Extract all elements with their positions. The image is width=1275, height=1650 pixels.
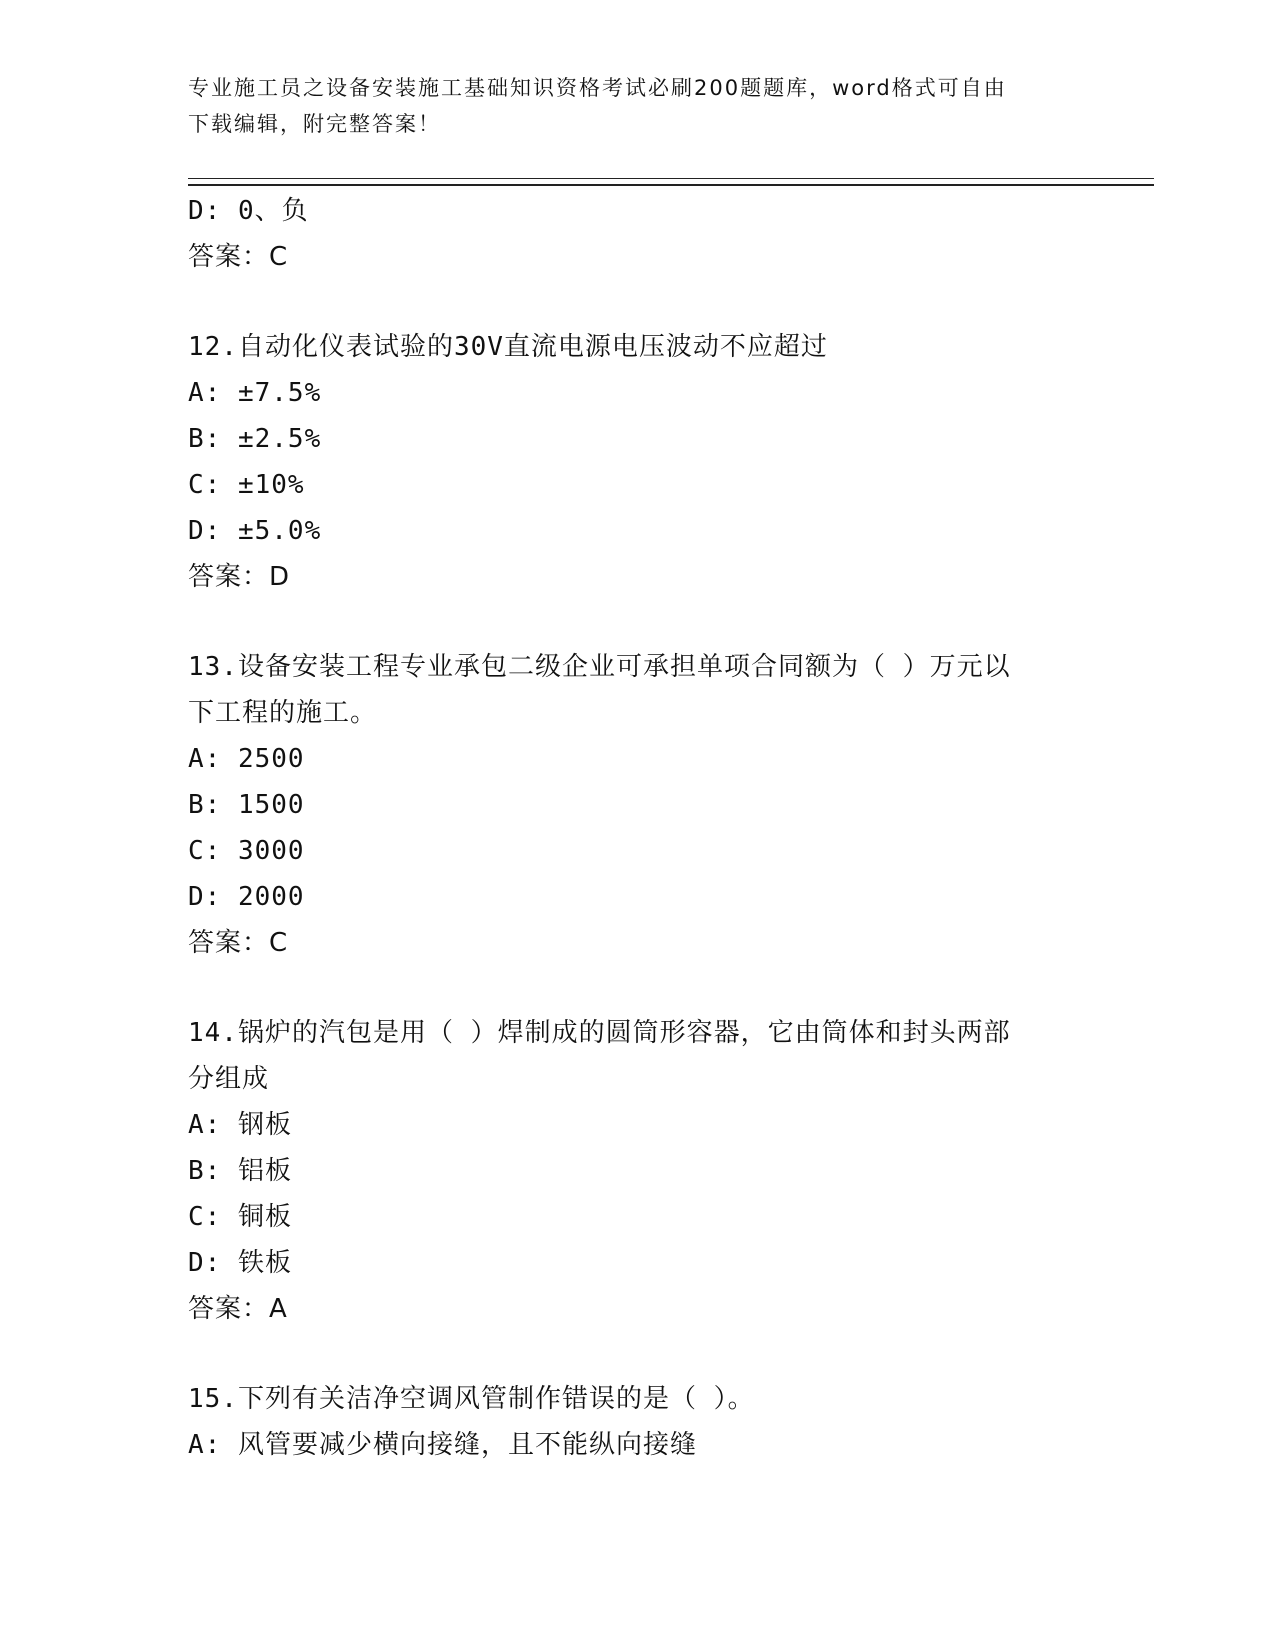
header-divider (188, 178, 1154, 186)
question-stem-line-2: 分组成 (188, 1064, 270, 1094)
page-header (188, 70, 1088, 142)
header-line-1: 专业施工员之设备安装施工基础知识资格考试必刷200题题库，word格式可自由 (188, 76, 1007, 100)
header-line-2: 下载编辑，附完整答案！ (188, 112, 441, 136)
option-c: C: 铜板 (188, 1202, 292, 1232)
answer: 答案：D (188, 562, 291, 592)
question-stem: 15.下列有关洁净空调风管制作错误的是（ ）。 (188, 1384, 755, 1414)
option-b: B: 1500 (188, 790, 305, 820)
answer: 答案：A (188, 1294, 288, 1324)
previous-question-tail (188, 188, 1088, 280)
question-12 (188, 324, 1088, 600)
question-14 (188, 1010, 1088, 1332)
option-a: A: 风管要减少横向接缝，且不能纵向接缝 (188, 1430, 697, 1460)
option-d: D: 2000 (188, 882, 305, 912)
option-c: C: 3000 (188, 836, 305, 866)
option-d: D: 铁板 (188, 1248, 292, 1278)
answer: 答案：C (188, 928, 289, 958)
option-a: A: 钢板 (188, 1110, 292, 1140)
option-c: C: ±10% (188, 470, 305, 500)
option-d: D: ±5.0% (188, 516, 322, 546)
question-13 (188, 644, 1088, 966)
question-stem: 12.自动化仪表试验的30V直流电源电压波动不应超过 (188, 332, 828, 362)
option-d: D: 0、负 (188, 196, 309, 226)
question-stem-line-2: 下工程的施工。 (188, 698, 378, 728)
option-a: A: ±7.5% (188, 378, 322, 408)
question-15 (188, 1376, 1088, 1468)
answer: 答案：C (188, 242, 289, 272)
question-stem-line-1: 13.设备安装工程专业承包二级企业可承担单项合同额为（ ）万元以 (188, 652, 1011, 682)
document-body (188, 188, 1088, 1468)
option-b: B: 铝板 (188, 1156, 292, 1186)
question-stem-line-1: 14.锅炉的汽包是用（ ）焊制成的圆筒形容器，它由筒体和封头两部 (188, 1018, 1011, 1048)
option-a: A: 2500 (188, 744, 305, 774)
option-b: B: ±2.5% (188, 424, 322, 454)
